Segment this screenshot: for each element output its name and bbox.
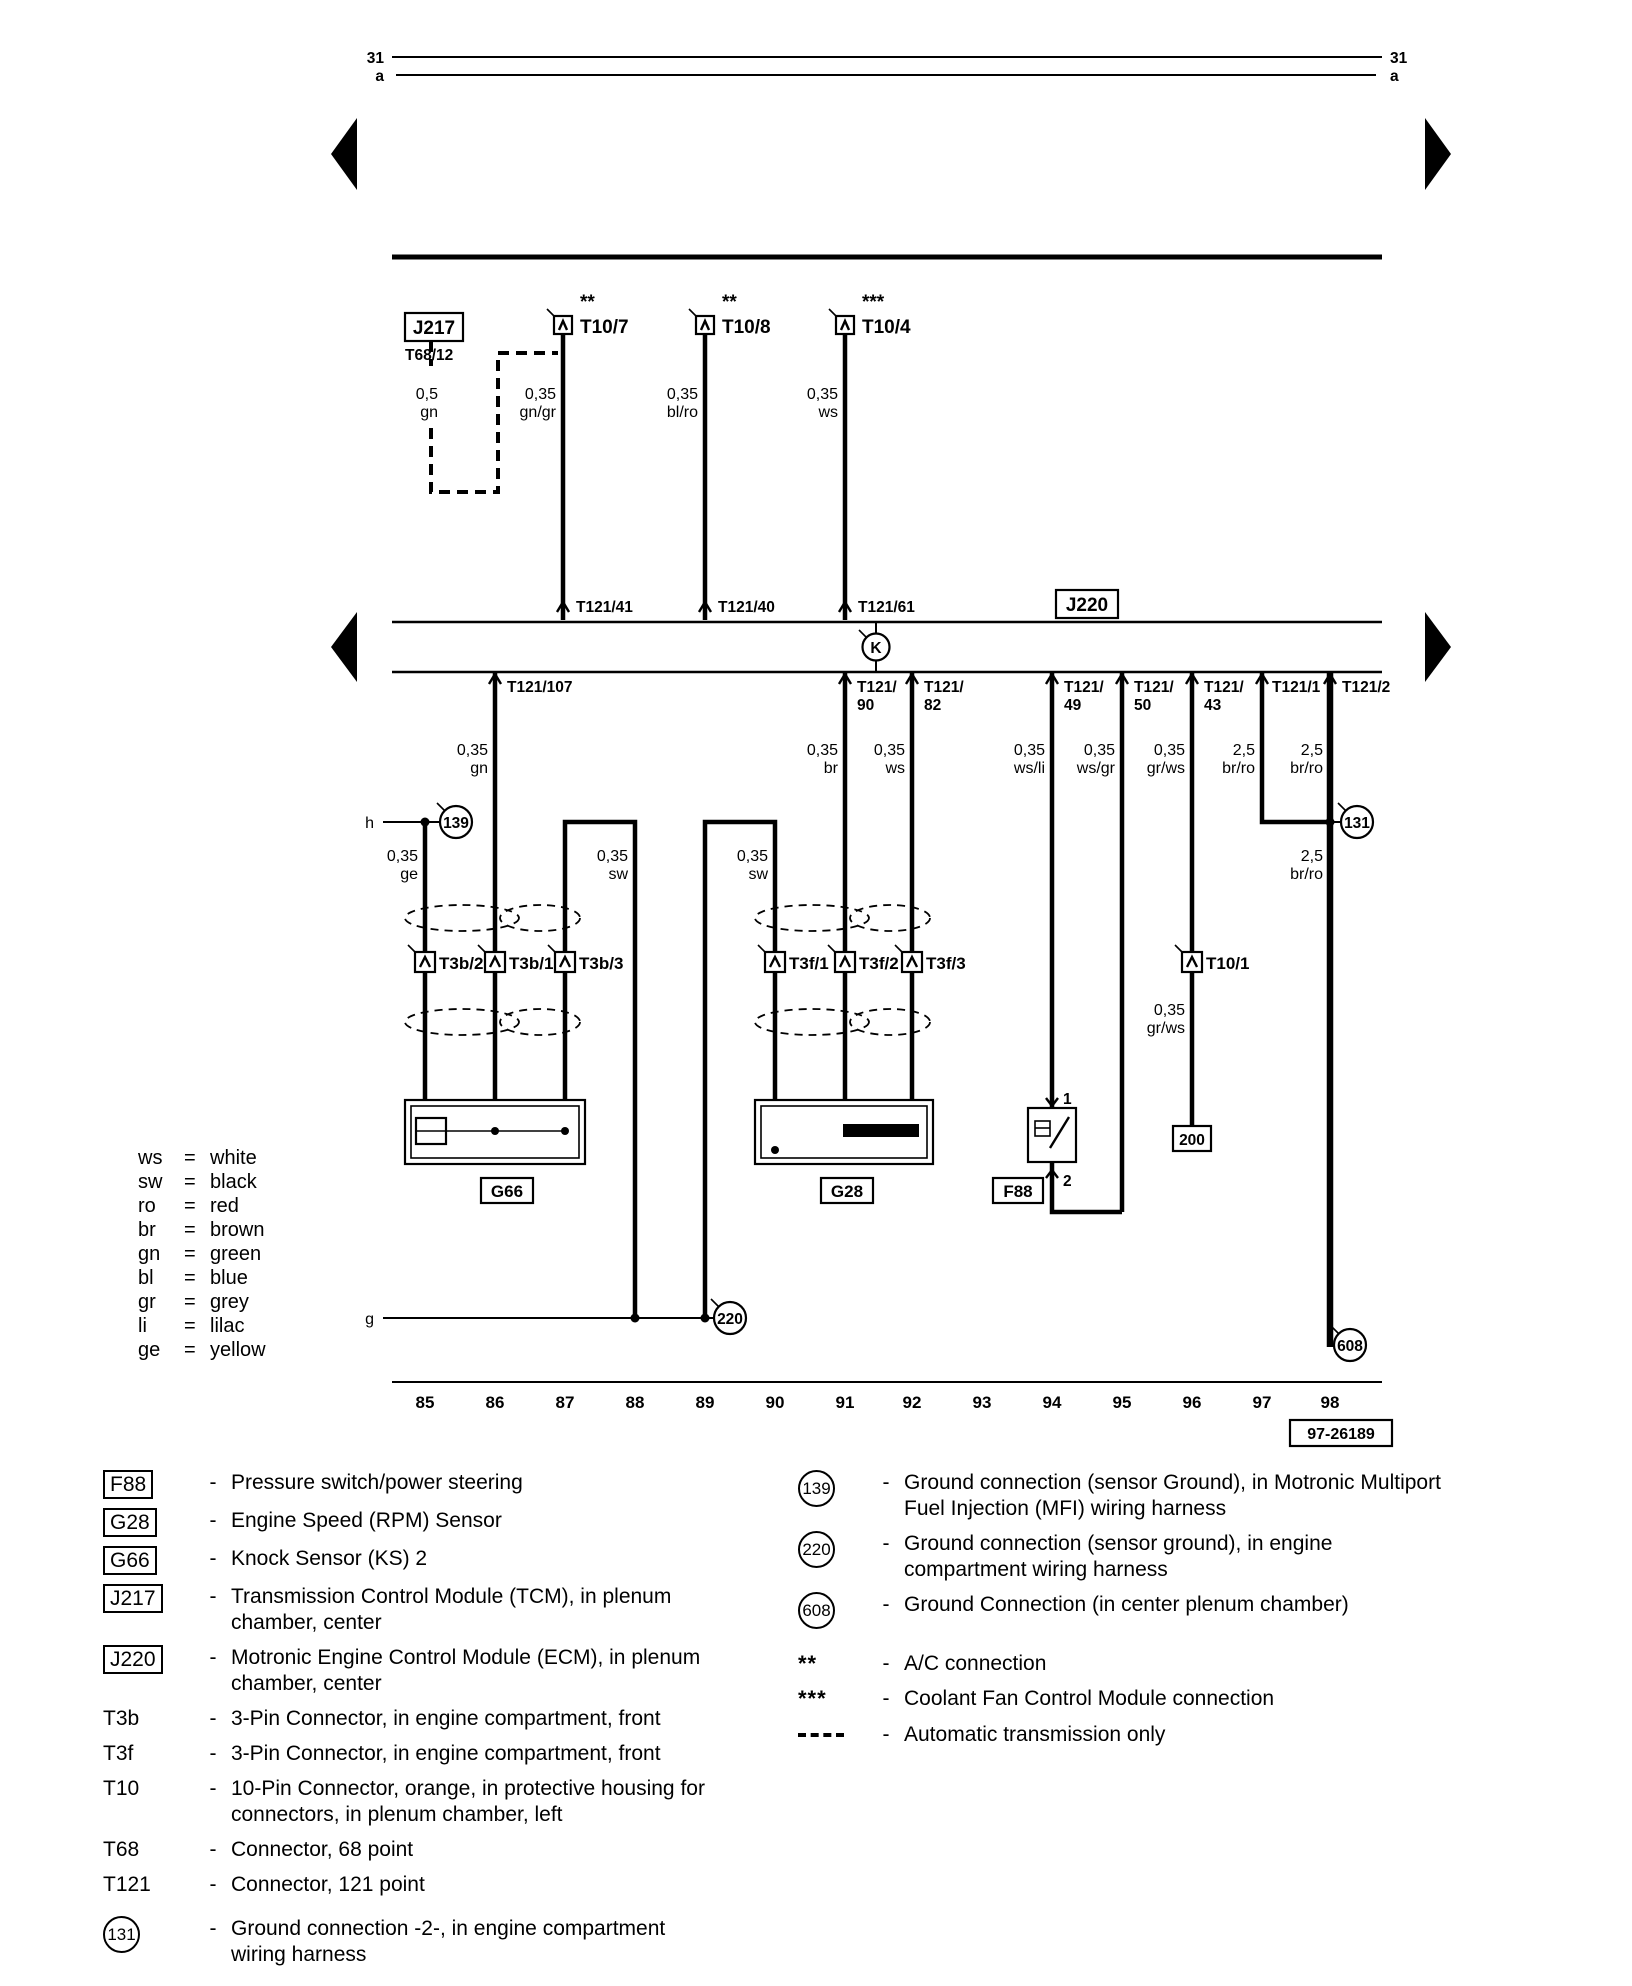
svg-text:0,35: 0,35 — [666, 386, 698, 403]
pin-t121-1: T121/1 — [1272, 679, 1321, 696]
svg-text:0,35: 0,35 — [806, 742, 838, 759]
color-row-gn: gn = green — [138, 1243, 262, 1265]
svg-text:ws/li: ws/li — [1013, 760, 1045, 777]
svg-text:90: 90 — [765, 1393, 785, 1412]
svg-text:ws: ws — [885, 760, 905, 777]
f88-pin2-label: 2 — [1063, 1173, 1072, 1190]
svg-text:43: 43 — [1204, 697, 1222, 714]
svg-text:86: 86 — [485, 1393, 505, 1412]
svg-text:0,35: 0,35 — [1083, 742, 1115, 759]
legend-item-t10: T10 - 10-Pin Connector, orange, in protective housing for connectors, in plenum chamber, left — [103, 1777, 705, 1826]
svg-text:T3f/2: T3f/2 — [859, 954, 899, 973]
shield-ellipse — [405, 1009, 519, 1035]
t10-8-label: T10/8 — [722, 317, 771, 338]
svg-text:96: 96 — [1182, 1393, 1202, 1412]
svg-text:gr/ws: gr/ws — [1146, 760, 1185, 777]
svg-text:0,35: 0,35 — [1153, 1002, 1185, 1019]
component-g66 — [405, 1100, 585, 1203]
legend-grounds — [798, 1470, 1458, 1757]
svg-text:87: 87 — [555, 1393, 575, 1412]
svg-text:49: 49 — [1064, 697, 1082, 714]
legend-item-auto-trans-note: - Automatic transmission only — [798, 1722, 1458, 1748]
legend-item-j220: J220 - Motronic Engine Control Module (ECM), in plenum chamber, center — [103, 1645, 711, 1697]
t3b-symbol: T3b — [103, 1707, 140, 1730]
g66-symbol: G66 — [103, 1546, 157, 1575]
pin-t121-40: T121/40 — [718, 599, 775, 616]
legend-item-608: 608 - Ground Connection (in center plenum chamber) — [798, 1592, 1458, 1629]
page-arrow-left-icon — [331, 612, 357, 682]
pin-t121-2: T121/2 — [1342, 679, 1391, 696]
svg-text:T121/: T121/ — [924, 679, 964, 696]
legend-item-t3b: T3b - 3-Pin Connector, in engine compartment, front — [103, 1707, 661, 1730]
color-row-ws: ws = white — [138, 1147, 257, 1169]
connector-t10-8 — [689, 292, 771, 338]
lower-wire-labels — [387, 848, 1323, 1037]
svg-text:0,35: 0,35 — [736, 848, 768, 865]
svg-text:T3b/1: T3b/1 — [509, 954, 554, 973]
svg-text:T121/: T121/ — [1134, 679, 1174, 696]
svg-text:T121/: T121/ — [1064, 679, 1104, 696]
grid-track-numbers — [416, 1393, 1340, 1412]
terminal-31-label-left: 31 — [366, 50, 384, 67]
shield-ellipse — [755, 905, 869, 931]
shield-ellipse — [755, 1009, 869, 1035]
connector-t10-4 — [829, 292, 911, 338]
t68-symbol: T68 — [103, 1838, 140, 1861]
ground-220-symbol: 220 — [798, 1531, 835, 1568]
f88-label: F88 — [1003, 1182, 1033, 1201]
legend-item-t68: T68 - Connector, 68 point — [103, 1838, 414, 1861]
ground-139-symbol: 139 — [798, 1470, 835, 1507]
color-row-sw: sw = black — [138, 1171, 257, 1193]
color-row-ro: ro = red — [138, 1195, 239, 1217]
legend-item-220: 220 - Ground connection (sensor ground), in engine compartment wiring harness — [798, 1531, 1458, 1583]
top-rail — [367, 50, 1408, 85]
legend-item-t121: T121 - Connector, 121 point — [103, 1873, 425, 1896]
t3f-symbol: T3f — [103, 1742, 134, 1765]
pin-t121-107: T121/107 — [507, 679, 573, 696]
svg-text:608: 608 — [1337, 1338, 1363, 1355]
connector-t3f-1 — [758, 945, 829, 973]
svg-text:sw: sw — [748, 866, 768, 883]
svg-text:91: 91 — [835, 1393, 855, 1412]
connection-200 — [1173, 1126, 1211, 1151]
pin-t121-41: T121/41 — [576, 599, 633, 616]
svg-text:92: 92 — [902, 1393, 922, 1412]
wire-sw-knock-ground — [565, 822, 635, 1318]
wires — [425, 334, 1330, 1347]
color-row-ge: ge = yellow — [138, 1339, 266, 1361]
connector-t3b-2 — [408, 945, 483, 973]
svg-text:gn: gn — [470, 760, 488, 777]
svg-text:139: 139 — [443, 815, 469, 832]
page-arrow-right-icon — [1425, 612, 1451, 682]
color-row-bl: bl = blue — [138, 1267, 248, 1289]
t10-symbol: T10 — [103, 1777, 140, 1800]
three-stars-symbol: *** — [798, 1686, 827, 1711]
ground-608-symbol: 608 — [798, 1592, 835, 1629]
page-arrow-right-icon — [1425, 118, 1451, 190]
legend-item-f88: F88 - Pressure switch/power steering — [103, 1470, 711, 1499]
g66-label: G66 — [490, 1182, 524, 1201]
j220-label: J220 — [1065, 595, 1109, 616]
color-row-li: li = lilac — [138, 1315, 245, 1337]
legend-item-g28: G28 - Engine Speed (RPM) Sensor — [103, 1508, 711, 1537]
k-node-label: K — [870, 640, 882, 657]
svg-text:0,35: 0,35 — [873, 742, 905, 759]
svg-text:T3b/2: T3b/2 — [439, 954, 484, 973]
connector-t10-7 — [547, 292, 629, 338]
g28-symbol: G28 — [103, 1508, 157, 1537]
legend-item-t3f: T3f - 3-Pin Connector, in engine compartment, front — [103, 1742, 661, 1765]
shield-ellipse — [500, 1009, 580, 1035]
svg-text:br/ro: br/ro — [1222, 760, 1255, 777]
node-letter-h: h — [365, 815, 374, 832]
svg-text:88: 88 — [625, 1393, 645, 1412]
svg-text:0,35: 0,35 — [386, 848, 418, 865]
ecm-bus — [331, 612, 1451, 682]
shield-ellipse — [405, 905, 519, 931]
svg-text:97: 97 — [1252, 1393, 1272, 1412]
svg-text:220: 220 — [717, 1311, 743, 1328]
j217-label: J217 — [412, 318, 456, 339]
dashed-line-symbol — [798, 1733, 844, 1737]
ground-139 — [437, 803, 472, 838]
svg-text:94: 94 — [1042, 1393, 1062, 1412]
svg-text:0,35: 0,35 — [1013, 742, 1045, 759]
svg-text:br/ro: br/ro — [1290, 866, 1323, 883]
k-node — [859, 622, 890, 672]
svg-text:T3f/1: T3f/1 — [789, 954, 829, 973]
rail-a-label-right: a — [1390, 68, 1399, 85]
svg-text:85: 85 — [415, 1393, 435, 1412]
connector-t10-1 — [1175, 945, 1249, 973]
top-wire-labels — [416, 386, 838, 421]
svg-text:0,35: 0,35 — [524, 386, 556, 403]
svg-text:ge: ge — [400, 866, 418, 883]
svg-text:0,35: 0,35 — [596, 848, 628, 865]
page-arrow-left-icon — [331, 118, 357, 190]
ground-131-symbol: 131 — [103, 1916, 140, 1953]
two-stars-symbol: ** — [798, 1651, 818, 1676]
svg-text:2,5: 2,5 — [1232, 742, 1255, 759]
legend-item-j217: J217 - Transmission Control Module (TCM), in plenum chamber, center — [103, 1584, 711, 1636]
bus2-pins — [489, 674, 1390, 714]
terminal-31-label-right: 31 — [1390, 50, 1408, 67]
bus1-pins — [557, 599, 915, 616]
legend-components — [103, 1470, 711, 1977]
svg-text:93: 93 — [972, 1393, 992, 1412]
shield-ellipse — [850, 1009, 930, 1035]
rail-a-label-left: a — [375, 68, 384, 85]
legend-item-ac-note: ** - A/C connection — [798, 1651, 1047, 1676]
pin-t121-61: T121/61 — [858, 599, 915, 616]
svg-text:82: 82 — [924, 697, 942, 714]
svg-text:T3b/3: T3b/3 — [579, 954, 624, 973]
svg-text:0,35: 0,35 — [1153, 742, 1185, 759]
svg-text:200: 200 — [1179, 1132, 1205, 1149]
svg-text:br/ro: br/ro — [1290, 760, 1323, 777]
legend-item-g66: G66 - Knock Sensor (KS) 2 — [103, 1546, 711, 1575]
svg-text:gn: gn — [420, 404, 438, 421]
connector-t3b-3 — [548, 945, 623, 973]
svg-text:gr/ws: gr/ws — [1146, 1020, 1185, 1037]
color-row-br: br = brown — [138, 1219, 265, 1241]
legend-item-131: 131 - Ground connection -2-, in engine compartment wiring harness — [103, 1916, 711, 1968]
svg-text:ws/gr: ws/gr — [1076, 760, 1115, 777]
j217-symbol: J217 — [103, 1584, 163, 1613]
t10-4-stars: *** — [862, 292, 885, 313]
component-g28 — [755, 1100, 933, 1203]
wire-sw-rpm-ground — [705, 822, 775, 1318]
t10-7-stars: ** — [580, 292, 595, 313]
legend-item-fan-note: *** - Coolant Fan Control Module connection — [798, 1686, 1275, 1711]
t10-4-label: T10/4 — [862, 317, 911, 338]
wire-color-legend — [138, 1146, 266, 1362]
svg-text:T10/1: T10/1 — [1206, 954, 1250, 973]
svg-text:0,35: 0,35 — [806, 386, 838, 403]
svg-text:bl/ro: bl/ro — [666, 404, 698, 421]
legend-item-139: 139 - Ground connection (sensor Ground), in Motronic Multiport Fuel Injection (MFI) wiring harness — [798, 1470, 1458, 1522]
svg-text:131: 131 — [1344, 815, 1370, 832]
svg-text:97-26189: 97-26189 — [1307, 1426, 1375, 1443]
component-j220 — [1056, 590, 1118, 618]
svg-text:ws: ws — [818, 404, 838, 421]
ground-220 — [711, 1299, 746, 1334]
g28-label: G28 — [830, 1182, 864, 1201]
svg-text:T3f/3: T3f/3 — [926, 954, 966, 973]
f88-symbol: F88 — [103, 1470, 153, 1499]
svg-text:T121/: T121/ — [1204, 679, 1244, 696]
node-letter-g: g — [365, 1311, 374, 1328]
svg-text:2,5: 2,5 — [1300, 848, 1323, 865]
t10-8-stars: ** — [722, 292, 737, 313]
svg-text:0,5: 0,5 — [415, 386, 438, 403]
svg-text:br: br — [823, 760, 838, 777]
connector-t3f-2 — [828, 945, 899, 973]
color-row-gr: gr = grey — [138, 1291, 249, 1313]
svg-text:50: 50 — [1134, 697, 1152, 714]
svg-text:T121/: T121/ — [857, 679, 897, 696]
svg-text:95: 95 — [1112, 1393, 1132, 1412]
svg-text:sw: sw — [608, 866, 628, 883]
f88-pin1-label: 1 — [1063, 1091, 1072, 1108]
shield-ellipse — [850, 905, 930, 931]
t121-symbol: T121 — [103, 1873, 151, 1896]
svg-text:0,35: 0,35 — [456, 742, 488, 759]
ground-608 — [1331, 1326, 1366, 1361]
component-j217 — [405, 313, 463, 364]
connector-t3b-1 — [478, 945, 553, 973]
svg-text:gn/gr: gn/gr — [519, 404, 556, 421]
svg-text:90: 90 — [857, 697, 875, 714]
ground-131 — [1338, 803, 1373, 838]
sheet-reference — [1290, 1420, 1392, 1446]
svg-text:89: 89 — [695, 1393, 715, 1412]
svg-text:98: 98 — [1320, 1393, 1340, 1412]
connector-t3f-3 — [895, 945, 966, 973]
component-f88 — [993, 1091, 1076, 1203]
t10-7-label: T10/7 — [580, 317, 629, 338]
j220-symbol: J220 — [103, 1645, 163, 1674]
svg-text:2,5: 2,5 — [1300, 742, 1323, 759]
j217-pin-label: T68/12 — [405, 347, 454, 364]
shield-ellipse — [500, 905, 580, 931]
